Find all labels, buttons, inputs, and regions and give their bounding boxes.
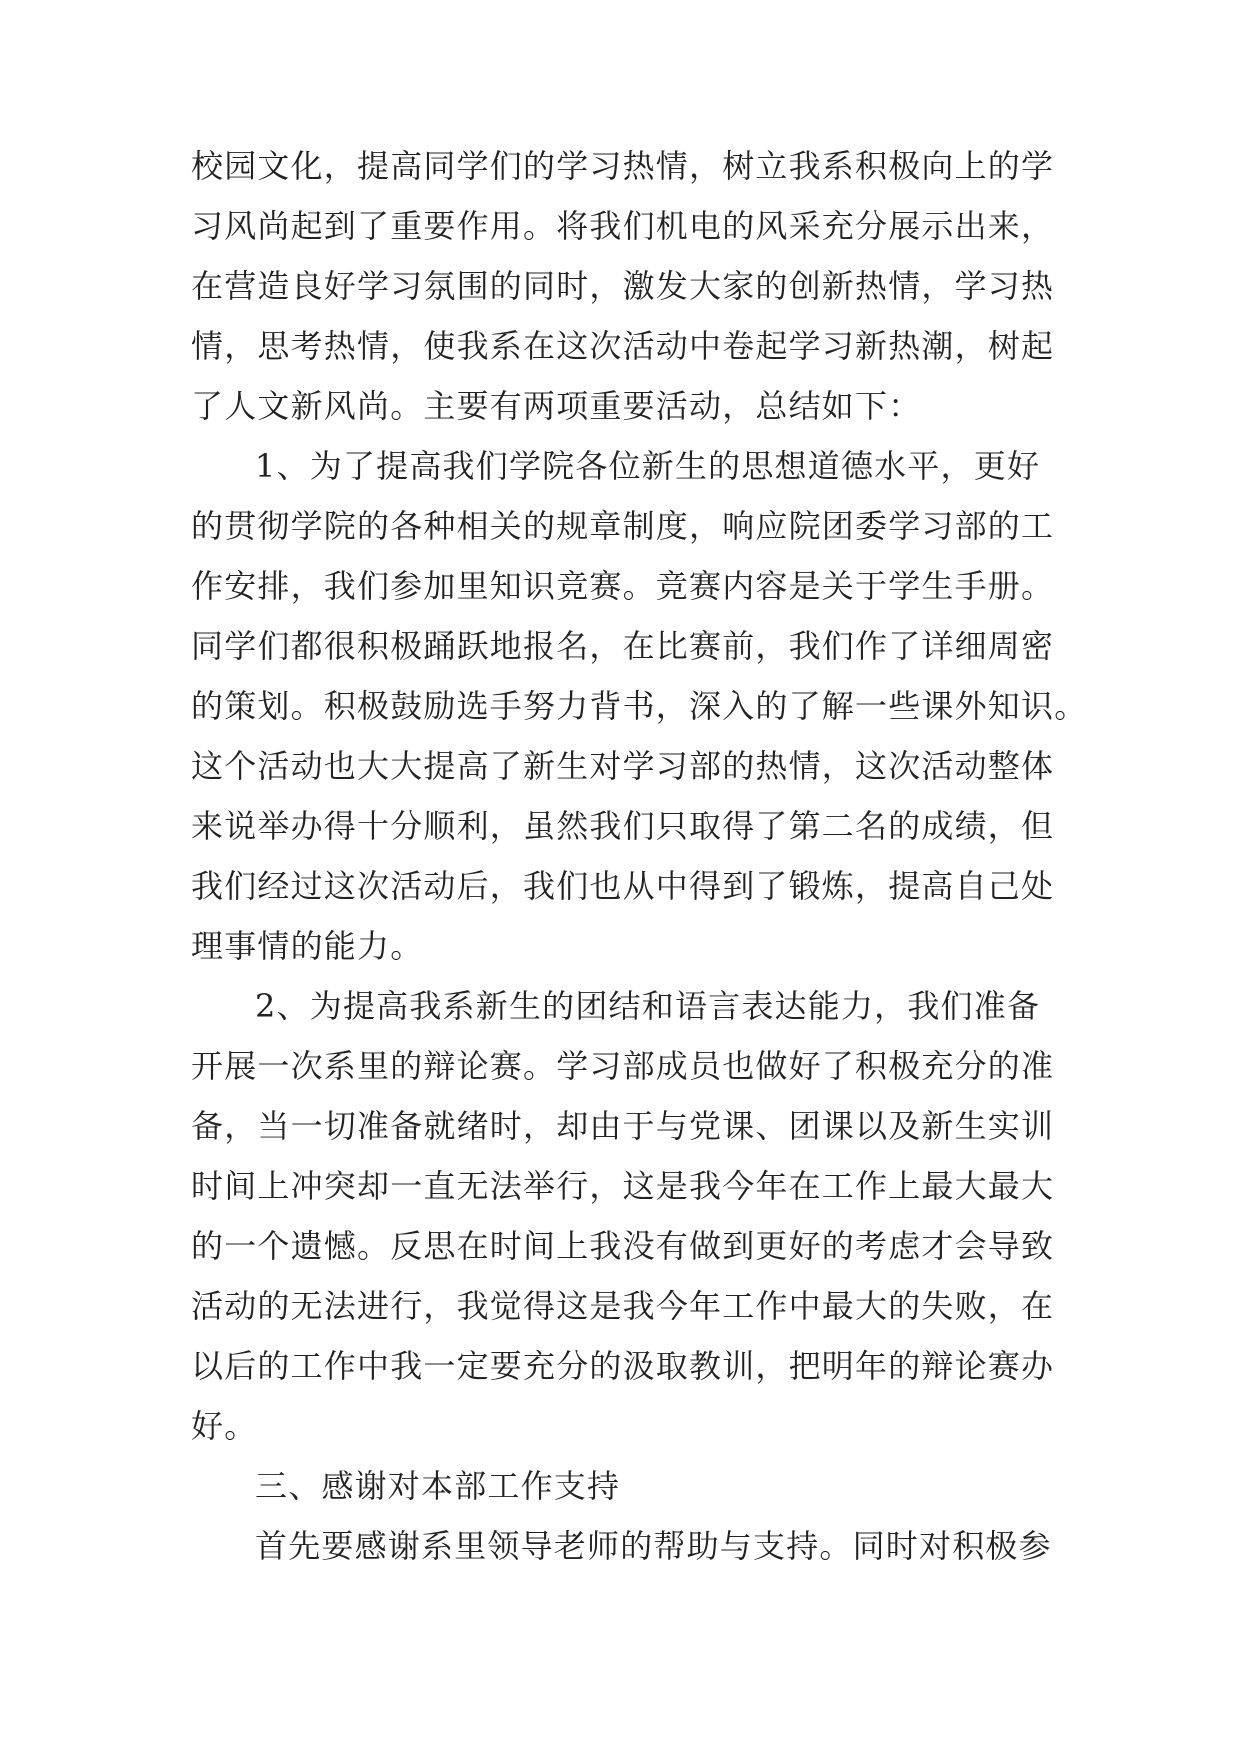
paragraph-line: 1、为了提高我们学院各位新生的思想道德水平，更好: [255, 447, 1041, 485]
paragraph-line: 的贯彻学院的各种相关的规章制度，响应院团委学习部的工: [191, 507, 1055, 545]
paragraph-line: 活动的无法进行，我觉得这是我今年工作中最大的失败，在: [191, 1287, 1055, 1325]
paragraph-line: 我们经过这次活动后，我们也从中得到了锻炼，提高自己处: [191, 867, 1055, 905]
paragraph-line: 来说举办得十分顺利，虽然我们只取得了第二名的成绩，但: [191, 807, 1055, 845]
paragraph-line: 在营造良好学习氛围的同时，激发大家的创新热情，学习热: [191, 267, 1055, 305]
paragraph-line: 情，思考热情，使我系在这次活动中卷起学习新热潮，树起: [191, 327, 1055, 365]
paragraph-line: 的一个遗憾。反思在时间上我没有做到更好的考虑才会导致: [191, 1227, 1055, 1265]
paragraph-line: 好。: [191, 1407, 258, 1445]
paragraph-line: 以后的工作中我一定要充分的汲取教训，把明年的辩论赛办: [191, 1347, 1055, 1385]
paragraph-line: 作安排，我们参加里知识竞赛。竞赛内容是关于学生手册。: [191, 567, 1055, 605]
paragraph-line: 开展一次系里的辩论赛。学习部成员也做好了积极充分的准: [191, 1047, 1055, 1085]
paragraph-line: 习风尚起到了重要作用。将我们机电的风采充分展示出来，: [191, 207, 1055, 245]
section-heading: 三、感谢对本部工作支持: [255, 1467, 621, 1505]
paragraph-line: 理事情的能力。: [191, 927, 424, 965]
paragraph-line: 这个活动也大大提高了新生对学习部的热情，这次活动整体: [191, 747, 1055, 785]
paragraph-line: 同学们都很积极踊跃地报名，在比赛前，我们作了详细周密: [191, 627, 1055, 665]
paragraph-line: 备，当一切准备就绪时，却由于与党课、团课以及新生实训: [191, 1107, 1055, 1145]
paragraph-line: 首先要感谢系里领导老师的帮助与支持。同时对积极参: [255, 1527, 1052, 1565]
paragraph-line: 的策划。积极鼓励选手努力背书，深入的了解一些课外知识。: [191, 687, 1088, 725]
paragraph-line: 校园文化，提高同学们的学习热情，树立我系积极向上的学: [191, 147, 1055, 185]
paragraph-line: 了人文新风尚。主要有两项重要活动，总结如下：: [191, 387, 922, 425]
paragraph-line: 时间上冲突却一直无法举行，这是我今年在工作上最大最大: [191, 1167, 1055, 1205]
paragraph-line: 2、为提高我系新生的团结和语言表达能力，我们准备: [255, 987, 1041, 1025]
